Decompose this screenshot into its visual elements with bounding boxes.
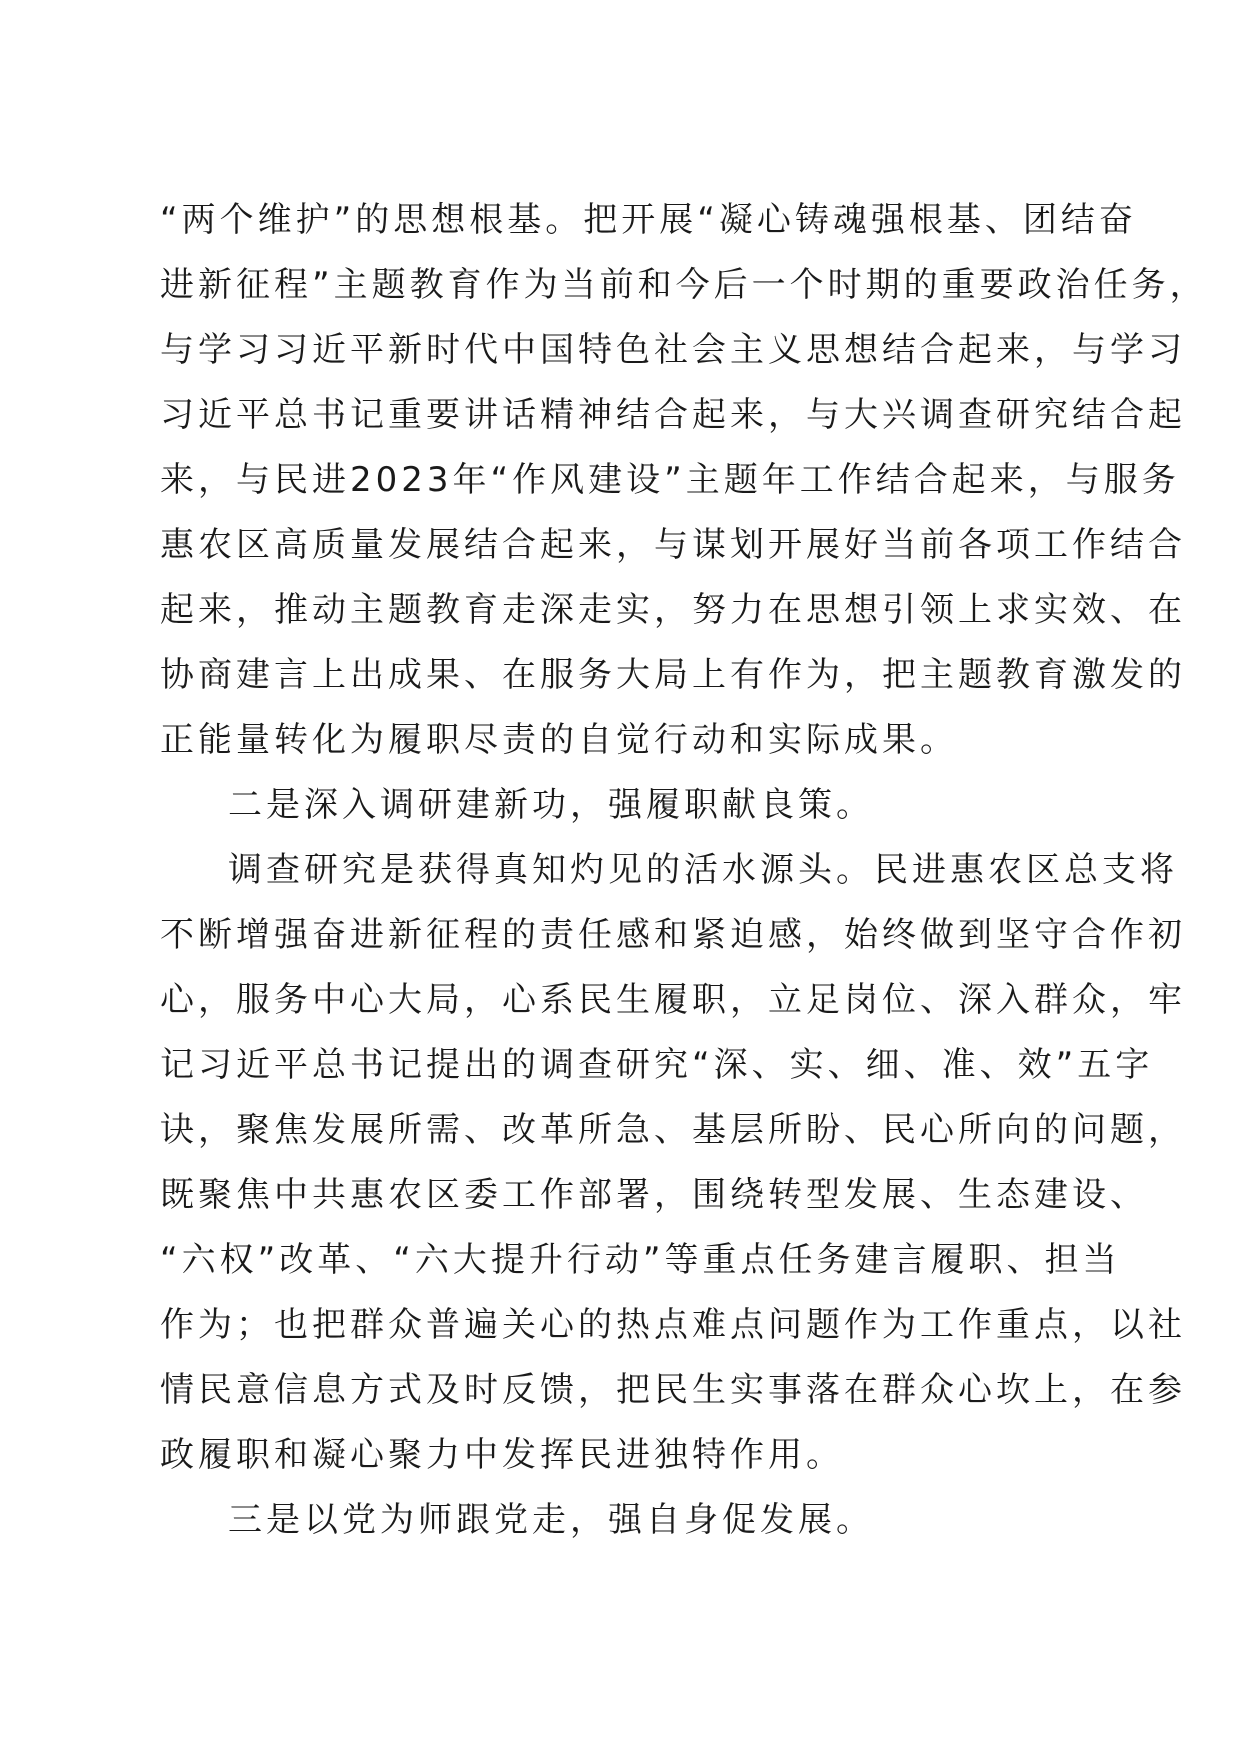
paragraph-line: 进新征程”主题教育作为当前和今后一个时期的重要政治任务， <box>160 265 1208 305</box>
paragraph-line: 起来，推动主题教育走深走实，努力在思想引领上求实效、在 <box>160 590 1186 630</box>
paragraph-line: 记习近平总书记提出的调查研究“深、实、细、准、效”五字 <box>160 1045 1154 1085</box>
paragraph-line: 心，服务中心大局，心系民生履职，立足岗位、深入群众，牢 <box>160 980 1186 1020</box>
paragraph-line: 习近平总书记重要讲话精神结合起来，与大兴调查研究结合起 <box>160 395 1186 435</box>
paragraph-line: 政履职和凝心聚力中发挥民进独特作用。 <box>160 1435 844 1475</box>
paragraph-line: 来，与民进2023年“作风建设”主题年工作结合起来，与服务 <box>160 460 1180 500</box>
paragraph-line: 惠农区高质量发展结合起来，与谋划开展好当前各项工作结合 <box>160 525 1186 565</box>
paragraph-line: “六权”改革、“六大提升行动”等重点任务建言履职、担当 <box>160 1240 1121 1280</box>
paragraph-line: 诀，聚焦发展所需、改革所急、基层所盼、民心所向的问题， <box>160 1110 1186 1150</box>
paragraph-line: 情民意信息方式及时反馈，把民生实事落在群众心坎上，在参 <box>160 1370 1186 1410</box>
paragraph-line: 正能量转化为履职尽责的自觉行动和实际成果。 <box>160 720 958 760</box>
paragraph-line: 既聚焦中共惠农区委工作部署，围绕转型发展、生态建设、 <box>160 1175 1148 1215</box>
paragraph-line: 协商建言上出成果、在服务大局上有作为，把主题教育激发的 <box>160 655 1186 695</box>
paragraph-line: 不断增强奋进新征程的责任感和紧迫感，始终做到坚守合作初 <box>160 915 1186 955</box>
paragraph-line: 与学习习近平新时代中国特色社会主义思想结合起来，与学习 <box>160 330 1186 370</box>
paragraph-line: 调查研究是获得真知灼见的活水源头。民进惠农区总支将 <box>228 850 1178 890</box>
document-body <box>160 188 1208 1553</box>
section-heading: 二是深入调研建新功，强履职献良策。 <box>228 785 874 825</box>
section-heading: 三是以党为师跟党走，强自身促发展。 <box>228 1500 874 1540</box>
paragraph-line: “两个维护”的思想根基。把开展“凝心铸魂强根基、团结奋 <box>160 200 1137 240</box>
paragraph-line: 作为；也把群众普遍关心的热点难点问题作为工作重点，以社 <box>160 1305 1186 1345</box>
